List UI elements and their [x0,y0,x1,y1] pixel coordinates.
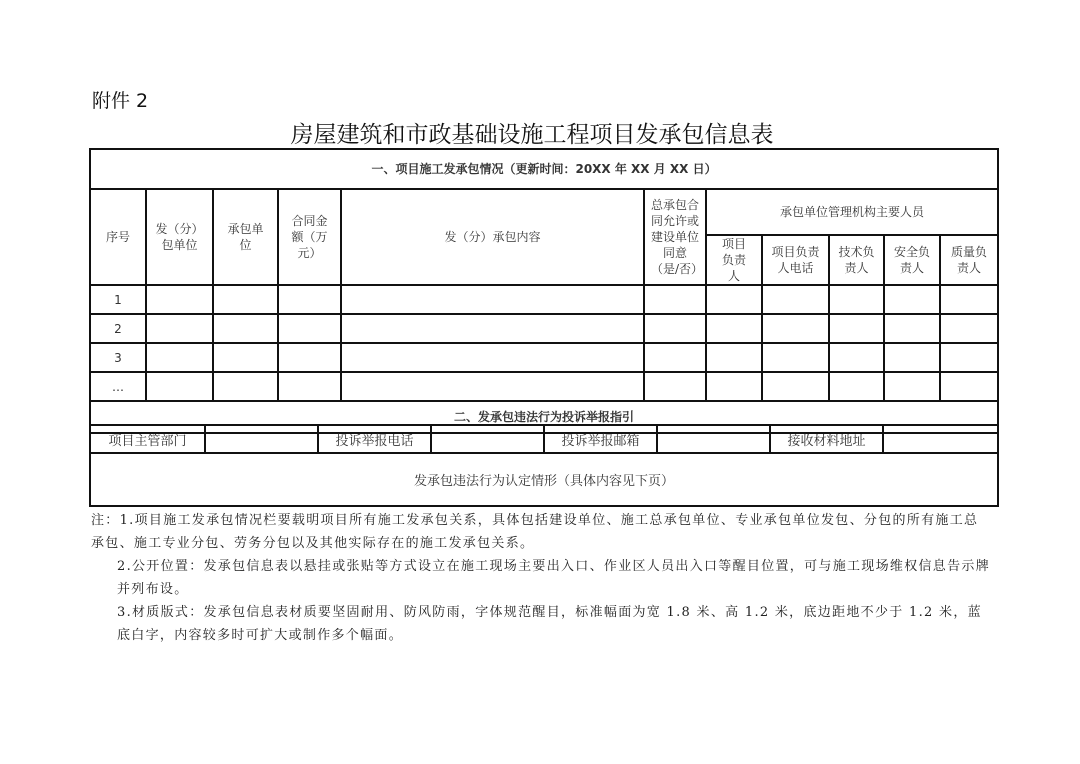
row-seq: 2 [90,314,146,343]
cell-amount[interactable] [278,343,341,372]
header-amount [278,189,341,285]
complaint-guide-table [89,424,999,507]
cell-content[interactable] [341,343,644,372]
header-safety-lead [884,235,940,285]
row-seq: 1 [90,285,146,314]
cell-issuer[interactable] [146,285,213,314]
cell-safety-lead[interactable] [884,285,940,314]
label-material-address: 接收材料地址 [770,425,883,453]
cell-content[interactable] [341,285,644,314]
label-authority: 项目主管部门 [90,425,205,453]
cell-amount[interactable] [278,372,341,401]
cell-safety-lead[interactable] [884,314,940,343]
cell-consent[interactable] [644,314,706,343]
value-material-address[interactable] [883,425,998,453]
cell-manager-phone[interactable] [762,285,829,314]
cell-manager-phone[interactable] [762,343,829,372]
section1-title: 一、项目施工发承包情况（更新时间：20XX 年 XX 月 XX 日） [90,149,998,189]
header-quality-lead [940,235,998,285]
header-tech-lead-text: 技术负责人 [838,245,875,275]
cell-manager-phone[interactable] [762,372,829,401]
table-row [90,372,998,401]
header-issuer-text: 发（分）包单位 [155,222,204,252]
value-complaint-email[interactable] [657,425,770,453]
cell-safety-lead[interactable] [884,343,940,372]
header-project-manager-text: 项目负责人 [721,237,746,283]
cell-quality-lead[interactable] [940,314,998,343]
header-manager-phone [762,235,829,285]
header-quality-lead-text: 质量负责人 [951,245,988,275]
cell-issuer[interactable] [146,372,213,401]
value-authority[interactable] [205,425,318,453]
cell-issuer[interactable] [146,343,213,372]
table-row [90,285,998,314]
header-personnel-group: 承包单位管理机构主要人员 [706,189,998,235]
cell-project-manager[interactable] [706,314,762,343]
label-complaint-phone: 投诉举报电话 [318,425,431,453]
header-amount-text: 合同金额（万元） [291,214,328,260]
document-title [0,116,1080,149]
header-consent-text: 总承包合同允许或建设单位同意（是/否） [651,198,704,276]
header-seq: 序号 [90,189,146,285]
cell-consent[interactable] [644,343,706,372]
header-issuer [146,189,213,285]
cell-project-manager[interactable] [706,285,762,314]
header-contractor [213,189,278,285]
cell-content[interactable] [341,314,644,343]
row-seq: 3 [90,343,146,372]
contract-info-table [89,148,999,434]
table-row [90,314,998,343]
header-project-manager [706,235,762,285]
header-manager-phone-text: 项目负责人电话 [771,245,820,275]
cell-quality-lead[interactable] [940,285,998,314]
cell-contractor[interactable] [213,343,278,372]
cell-tech-lead[interactable] [829,314,884,343]
header-tech-lead [829,235,884,285]
cell-project-manager[interactable] [706,343,762,372]
label-complaint-email: 投诉举报邮箱 [544,425,657,453]
row-seq: … [90,372,146,401]
header-safety-lead-text: 安全负责人 [893,245,930,275]
cell-consent[interactable] [644,372,706,401]
cell-quality-lead[interactable] [940,343,998,372]
cell-consent[interactable] [644,285,706,314]
cell-amount[interactable] [278,314,341,343]
note-1: 注：1.项目施工发承包情况栏要载明项目所有施工发承包关系，具体包括建设单位、施工总承包单位、专业承包单位发包、分包的所有施工总承包、施工专业分包、劳务分包以及其他实际存在的施工发承包关系。 [91,513,979,551]
cell-tech-lead[interactable] [829,372,884,401]
cell-contractor[interactable] [213,372,278,401]
cell-contractor[interactable] [213,285,278,314]
illegal-situations-cell: 发承包违法行为认定情形（具体内容见下页） [90,453,998,506]
section2-title: 二、发承包违法行为投诉举报指引 [90,401,998,433]
cell-issuer[interactable] [146,314,213,343]
cell-tech-lead[interactable] [829,285,884,314]
document-title-text: 房屋建筑和市政基础设施工程项目发承包信息表 [290,122,774,148]
cell-tech-lead[interactable] [829,343,884,372]
header-contractor-text: 承包单位 [227,222,264,252]
cell-quality-lead[interactable] [940,372,998,401]
cell-manager-phone[interactable] [762,314,829,343]
note-3: 3.材质版式：发承包信息表材质要坚固耐用、防风防雨，字体规范醒目，标准幅面为宽 1.8 米、高 1.2 米，底边距地不少于 1.2 米，蓝底白字，内容较多时可扩大或制作多个幅面。 [117,605,982,643]
cell-safety-lead[interactable] [884,372,940,401]
header-content: 发（分）承包内容 [341,189,644,285]
note-2: 2.公开位置：发承包信息表以悬挂或张贴等方式设立在施工现场主要出入口、作业区人员出入口等醒目位置，可与施工现场维权信息告示牌并列布设。 [117,559,991,597]
notes-block [91,509,991,647]
cell-content[interactable] [341,372,644,401]
attachment-label: 附件 2 [92,90,149,112]
value-complaint-phone[interactable] [431,425,544,453]
table-row [90,343,998,372]
cell-contractor[interactable] [213,314,278,343]
cell-project-manager[interactable] [706,372,762,401]
header-consent [644,189,706,285]
cell-amount[interactable] [278,285,341,314]
